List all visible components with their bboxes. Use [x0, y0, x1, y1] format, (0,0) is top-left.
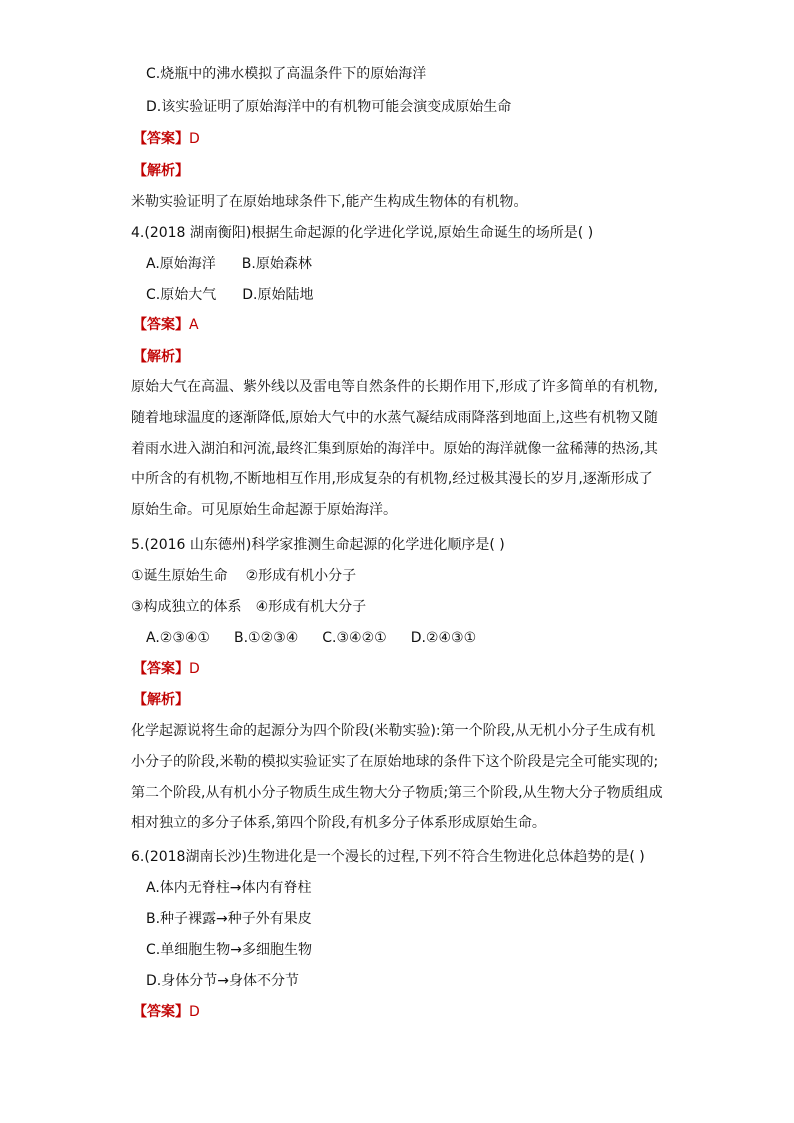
- explain-line: 小分子的阶段,米勒的模拟实验证实了在原始地球的条件下这个阶段是完全可能实现的;: [131, 753, 659, 770]
- q4-answer: [133, 315, 199, 335]
- explain-line: 随着地球温度的逐渐降低,原始大气中的水蒸气凝结成雨降落到地面上,这些有机物又随: [131, 409, 658, 426]
- q4-stem: 4.(2018 湖南衡阳)根据生命起源的化学进化学说,原始生命诞生的场所是( ): [131, 225, 594, 241]
- q6-option-b: B.种子裸露→种子外有果皮: [146, 911, 312, 927]
- q6-option-d: D.身体分节→身体不分节: [146, 973, 299, 989]
- explain-line: 原始生命。可见原始生命起源于原始海洋。: [131, 502, 397, 519]
- q3-option-d: D.该实验证明了原始海洋中的有机物可能会演变成原始生命: [146, 99, 512, 115]
- q5-item-2: ②形成有机小分子: [245, 568, 357, 584]
- q3-option-c: C.烧瓶中的沸水模拟了高温条件下的原始海洋: [146, 66, 427, 82]
- answer-value: A: [189, 317, 199, 333]
- explain-line: 相对独立的多分子体系,第四个阶段,有机多分子体系形成原始生命。: [131, 815, 546, 832]
- q6-answer: [133, 1002, 200, 1022]
- q6-stem: 6.(2018湖南长沙)生物进化是一个漫长的过程,下列不符合生物进化总体趋势的是( ): [131, 849, 645, 865]
- answer-label: 【答案】: [133, 1004, 189, 1020]
- q6-option-c: C.单细胞生物→多细胞生物: [146, 942, 312, 958]
- explain-line: 原始大气在高温、紫外线以及雷电等自然条件的长期作用下,形成了许多简单的有机物,: [131, 379, 658, 395]
- q5-option-b: B.①②③④: [233, 630, 299, 646]
- answer-label: 【答案】: [133, 661, 189, 677]
- q3-answer: [133, 129, 200, 149]
- q4-option-a: A.原始海洋: [146, 256, 216, 272]
- q5-item-1: ①诞生原始生命: [131, 568, 228, 584]
- q5-answer: [133, 659, 200, 679]
- q5-options: [146, 628, 476, 648]
- q5-explain-label: 【解析】: [133, 692, 189, 708]
- q5-items-row2: [131, 597, 366, 617]
- answer-label: 【答案】: [133, 131, 189, 147]
- q4-options-row2: [146, 285, 313, 305]
- q3-explain-label: 【解析】: [133, 163, 189, 179]
- q3-explain-text: 米勒实验证明了在原始地球条件下,能产生构成生物体的有机物。: [131, 194, 528, 210]
- q4-option-b: B.原始森林: [241, 256, 312, 272]
- explain-line: 着雨水进入湖泊和河流,最终汇集到原始的海洋中。原始的海洋就像一盆稀薄的热汤,其: [131, 440, 658, 457]
- answer-value: D: [189, 661, 200, 677]
- answer-value: D: [189, 1004, 200, 1020]
- q5-option-a: A.②③④①: [146, 630, 210, 646]
- q4-options-row1: [146, 254, 312, 274]
- answer-label: 【答案】: [133, 317, 189, 333]
- q4-explain-text: [131, 372, 663, 526]
- q5-option-d: D.②④③①: [410, 630, 477, 646]
- q5-item-3: ③构成独立的体系: [131, 599, 242, 615]
- q6-option-a: A.体内无脊柱→体内有脊柱: [146, 880, 312, 896]
- explain-line: 中所含的有机物,不断地相互作用,形成复杂的有机物,经过极其漫长的岁月,逐渐形成了: [131, 471, 653, 488]
- q5-option-c: C.③④②①: [322, 630, 387, 646]
- q5-items-row1: [131, 566, 356, 586]
- q5-stem: 5.(2016 山东德州)科学家推测生命起源的化学进化顺序是( ): [131, 537, 505, 553]
- answer-value: D: [189, 131, 200, 147]
- explain-line: 第二个阶段,从有机小分子物质生成生物大分子物质;第三个阶段,从生物大分子物质组成: [131, 784, 663, 801]
- q4-option-d: D.原始陆地: [242, 287, 314, 303]
- q4-explain-label: 【解析】: [133, 349, 189, 365]
- q4-option-c: C.原始大气: [146, 287, 217, 303]
- q5-explain-text: [131, 716, 663, 839]
- explain-line: 化学起源说将生命的起源分为四个阶段(米勒实验):第一个阶段,从无机小分子生成有机: [131, 723, 656, 739]
- q5-item-4: ④形成有机大分子: [255, 599, 367, 615]
